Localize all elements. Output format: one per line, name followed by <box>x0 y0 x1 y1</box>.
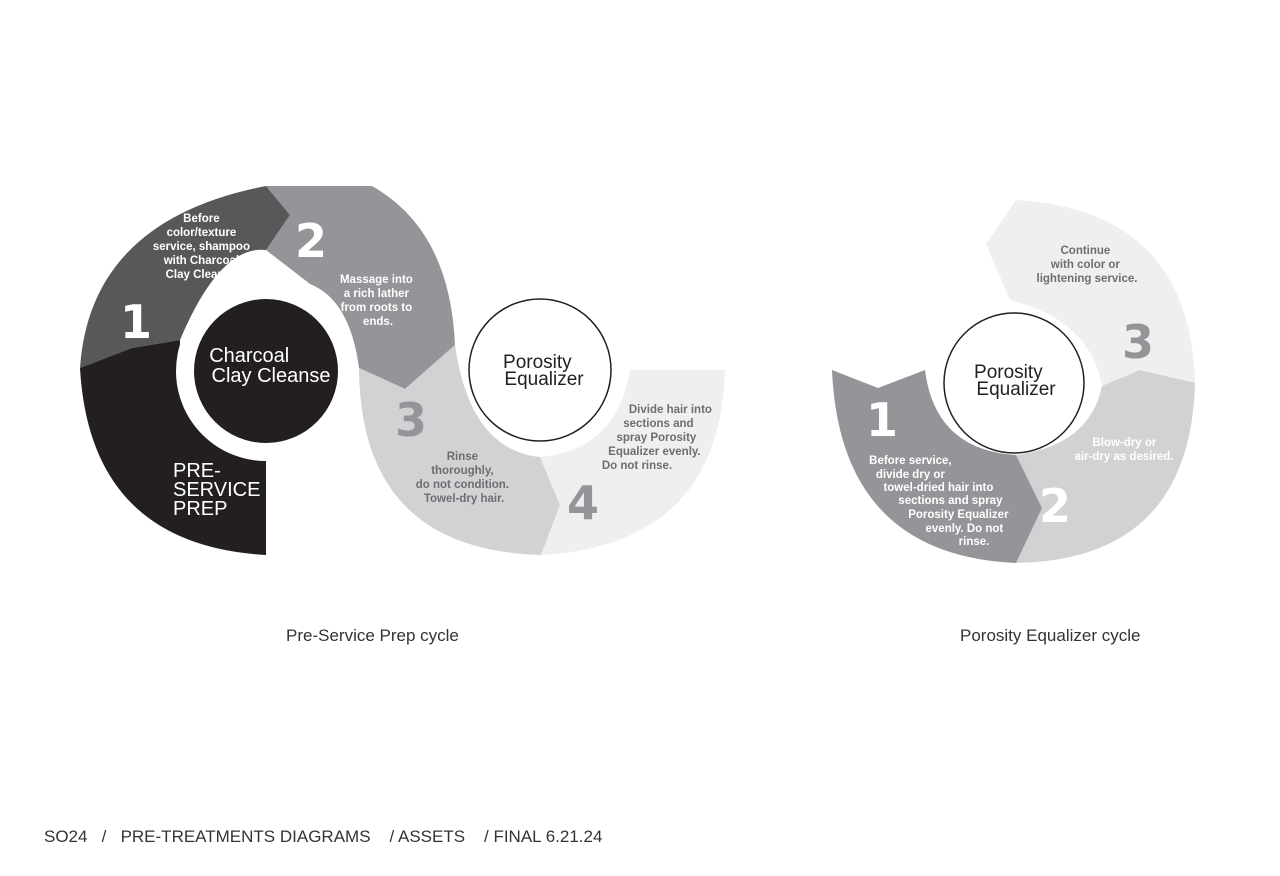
tag-line: PREP <box>173 498 228 520</box>
left-diagram-caption: Pre-Service Prep cycle <box>286 626 459 645</box>
step-text-line: sections and spray <box>898 495 1003 507</box>
step-text-line: sections and <box>623 418 694 430</box>
footer-category: ASSETS <box>397 827 466 846</box>
hub-label-line: Porosity <box>974 362 1043 383</box>
left-step-4-number: 4 <box>566 476 600 530</box>
step-text-line: Towel-dry hair. <box>423 493 505 505</box>
hub-label-line: Charcoal <box>209 345 290 367</box>
step-text-line: divide dry or <box>875 469 945 481</box>
hub-label-line: Clay Cleanse <box>211 365 331 387</box>
left-step-3-number: 3 <box>394 393 428 447</box>
end-circle-label-line: Porosity <box>503 352 572 373</box>
step-text-line: ends. <box>362 316 394 328</box>
step-text-line: thoroughly, <box>431 465 494 477</box>
tag-line: SERVICE <box>173 479 261 501</box>
step-text-line: service, shampoo <box>152 241 250 253</box>
step-text-line: towel-dried hair into <box>883 482 994 494</box>
step-text-line: Blow-dry or <box>1092 437 1157 449</box>
step-text-line: Equalizer evenly. <box>608 446 701 458</box>
left-step-1-number: 1 <box>119 295 153 349</box>
step-text-line: Rinse <box>446 451 479 463</box>
step-text-line: Massage into <box>339 274 413 286</box>
step-text-line: Porosity Equalizer <box>908 509 1009 521</box>
step-text-line: evenly. Do not <box>925 523 1004 535</box>
right-porosity-equalizer-label <box>974 362 1056 400</box>
step-text-line: spray Porosity <box>616 432 697 444</box>
footer-separator: / <box>101 827 107 846</box>
step-text-line: Before service, <box>869 455 952 467</box>
step-text-line: Clay Cleanse. <box>165 269 241 281</box>
footer-version: FINAL 6.21.24 <box>493 827 603 846</box>
step-text-line: from roots to <box>340 302 413 314</box>
right-step-3-number: 3 <box>1121 315 1155 369</box>
step-text-line: rinse. <box>958 536 990 548</box>
step-text-line: lightening service. <box>1036 273 1138 285</box>
left-porosity-equalizer-label <box>503 352 584 390</box>
step-text-line: color/texture <box>166 227 237 239</box>
right-diagram-caption: Porosity Equalizer cycle <box>960 626 1141 645</box>
step-text-line: Continue <box>1060 245 1111 257</box>
tag-line: PRE- <box>173 460 221 482</box>
step-text-line: do not condition. <box>415 479 510 491</box>
step-text-line: a rich lather <box>343 288 409 300</box>
porosity-equalizer-diagram <box>832 200 1195 563</box>
step-text-line: Divide hair into <box>628 404 712 416</box>
footer-separator: / <box>389 827 395 846</box>
end-circle-label-line: Equalizer <box>504 369 584 390</box>
step-text-line: Before <box>183 213 220 225</box>
step-text-line: air-dry as desired. <box>1074 451 1174 463</box>
footer-project: SO24 <box>44 827 88 846</box>
footer-section: PRE-TREATMENTS DIAGRAMS <box>120 827 371 846</box>
left-step-2-number: 2 <box>294 214 328 268</box>
pre-service-prep-diagram <box>80 186 725 555</box>
footer-breadcrumb <box>44 827 602 847</box>
step-text-line: with Charcoal <box>163 255 240 267</box>
right-step-2-number: 2 <box>1038 479 1072 533</box>
hub-label-line: Equalizer <box>976 379 1056 400</box>
step-text-line: with color or <box>1050 259 1120 271</box>
right-step-1-number: 1 <box>865 393 899 447</box>
step-text-line: Do not rinse. <box>601 460 673 472</box>
footer-separator: / <box>483 827 489 846</box>
